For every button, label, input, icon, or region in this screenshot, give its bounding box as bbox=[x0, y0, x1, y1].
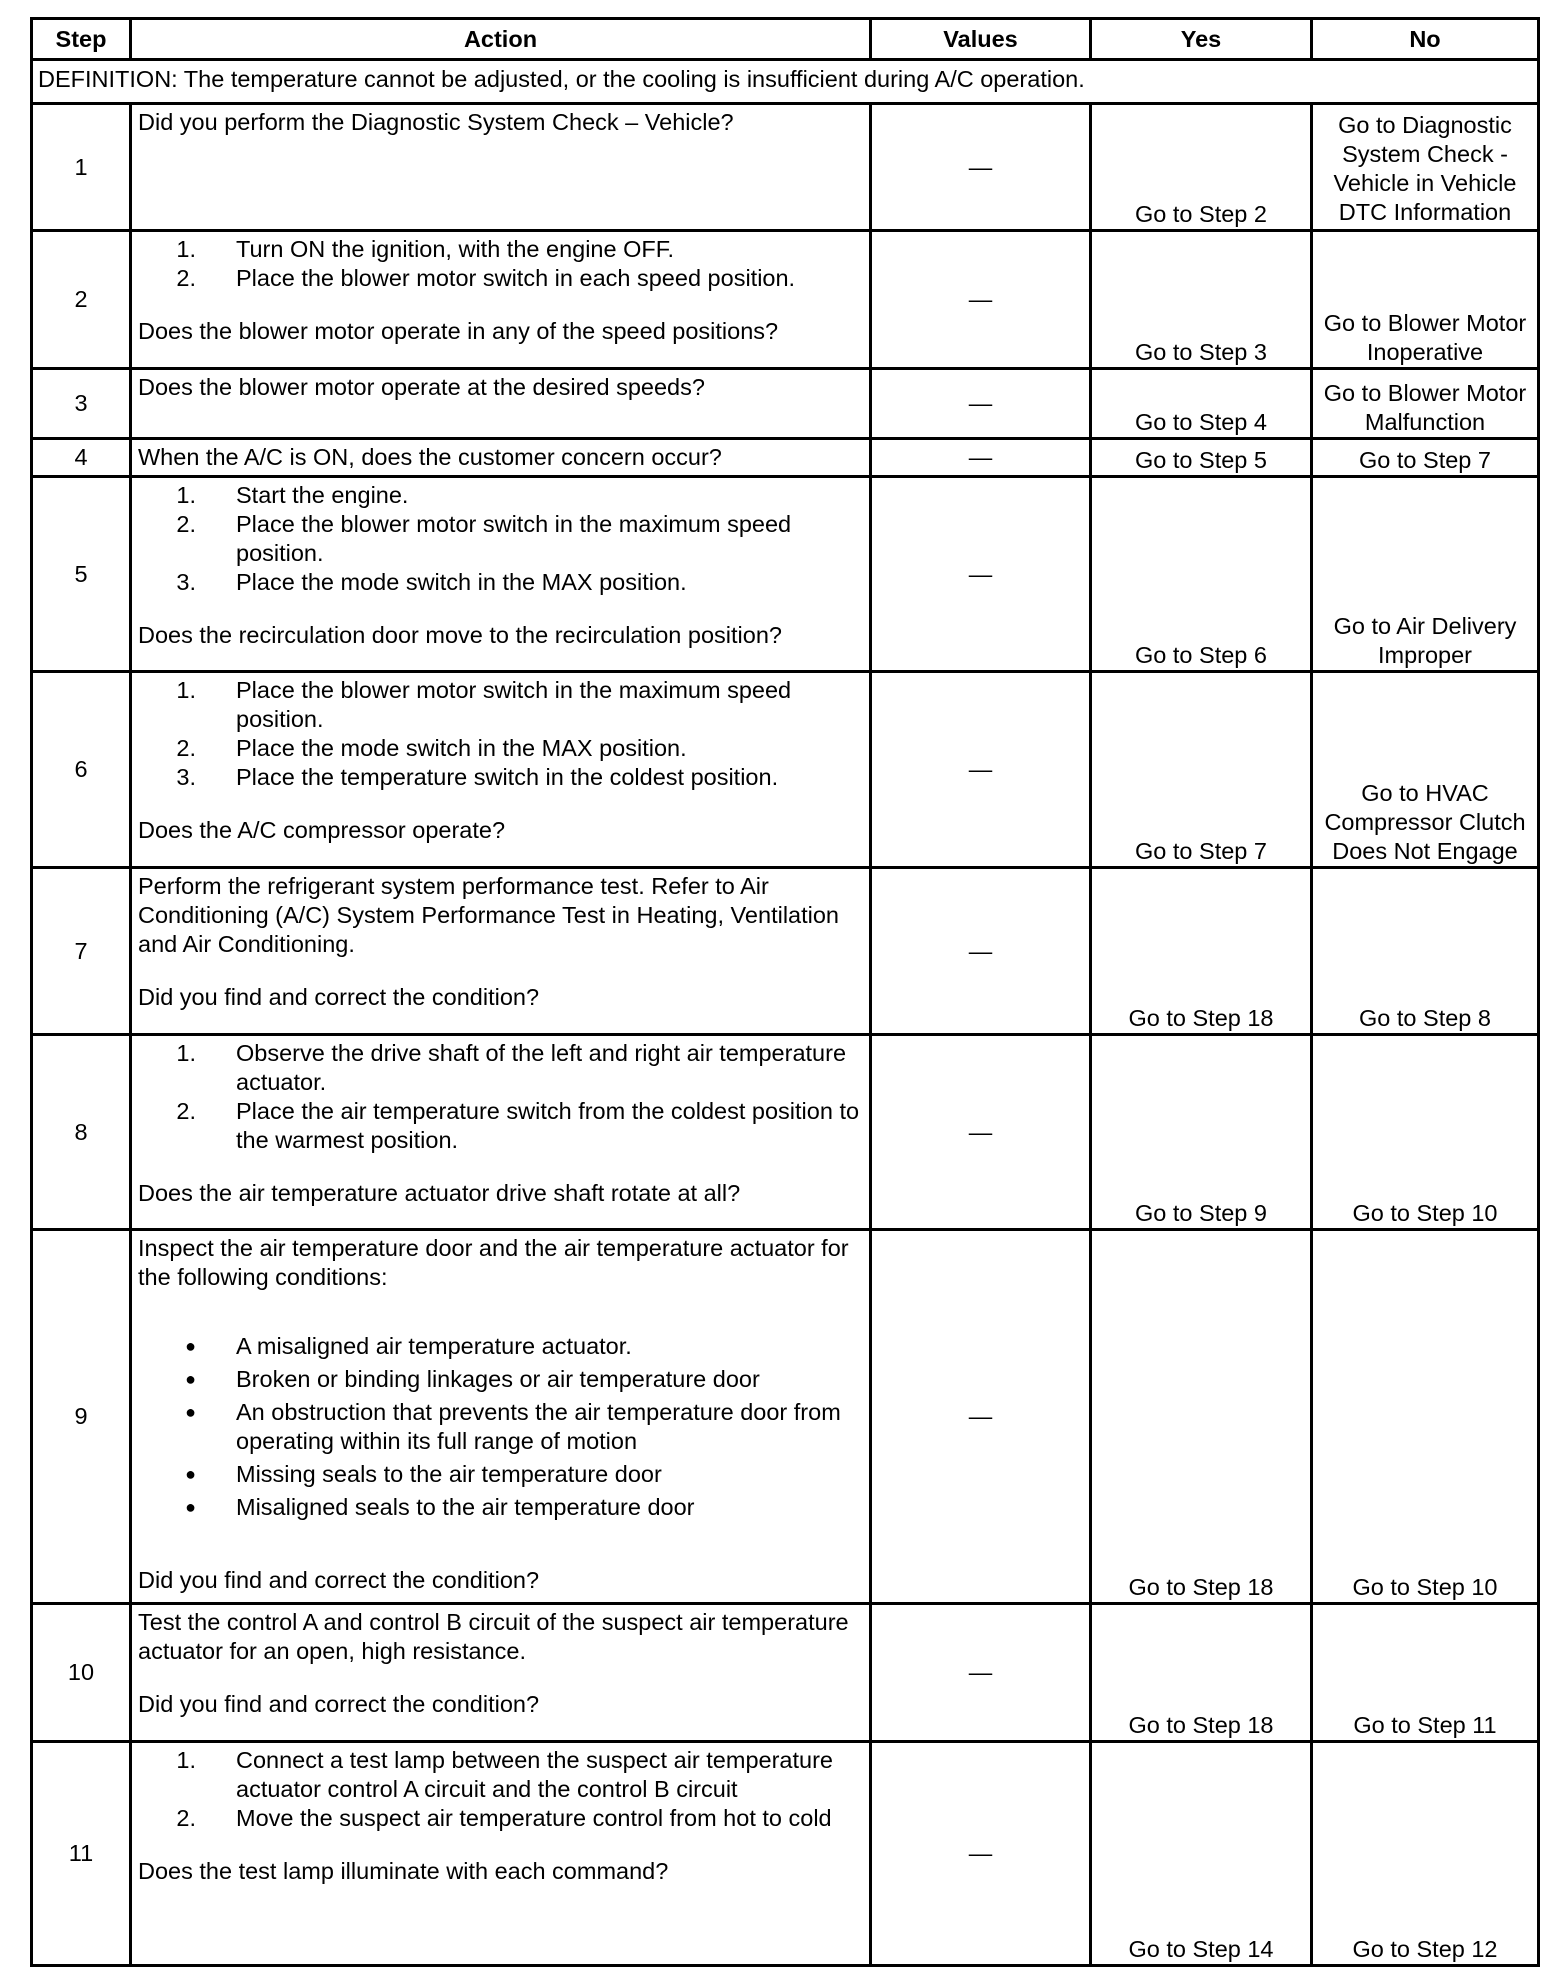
list-item: 3. Place the mode switch in the MAX position. bbox=[176, 569, 687, 595]
table-row bbox=[32, 672, 1539, 868]
values-cell: — bbox=[871, 1230, 1091, 1604]
step-number: 4 bbox=[32, 439, 131, 477]
action-question: Does the test lamp illuminate with each command? bbox=[138, 1858, 669, 1884]
values-cell: — bbox=[871, 231, 1091, 369]
values-cell: — bbox=[871, 369, 1091, 439]
action-cell bbox=[131, 1230, 871, 1604]
yes-cell: Go to Step 6 bbox=[1091, 477, 1312, 672]
yes-cell: Go to Step 5 bbox=[1091, 439, 1312, 477]
no-cell: Go to Blower Motor Inoperative bbox=[1312, 231, 1539, 369]
action-cell bbox=[131, 1604, 871, 1742]
yes-cell: Go to Step 4 bbox=[1091, 369, 1312, 439]
list-item: ● Missing seals to the air temperature door bbox=[185, 1461, 662, 1487]
action-intro: Perform the refrigerant system performance test. Refer to Air Conditioning (A/C) System Performance Test in Heating, Ventilation and Air Conditioning. bbox=[138, 873, 839, 957]
values-cell: — bbox=[871, 1604, 1091, 1742]
header-step: Step bbox=[32, 19, 131, 60]
action-question: Did you perform the Diagnostic System Check – Vehicle? bbox=[138, 109, 734, 135]
list-item: ● A misaligned air temperature actuator. bbox=[185, 1333, 632, 1359]
header-action: Action bbox=[131, 19, 871, 60]
action-question: Did you find and correct the condition? bbox=[138, 1567, 540, 1593]
header-no: No bbox=[1312, 19, 1539, 60]
table-row bbox=[32, 1742, 1539, 1966]
yes-cell: Go to Step 18 bbox=[1091, 868, 1312, 1035]
table-row bbox=[32, 369, 1539, 439]
action-question: Does the A/C compressor operate? bbox=[138, 817, 506, 843]
step-number: 2 bbox=[32, 231, 131, 369]
action-cell bbox=[131, 868, 871, 1035]
action-intro: Test the control A and control B circuit of the suspect air temperature actuator for an open, high resistance. bbox=[138, 1609, 849, 1664]
no-cell: Go to Step 10 bbox=[1312, 1230, 1539, 1604]
header-yes: Yes bbox=[1091, 19, 1312, 60]
values-cell: — bbox=[871, 1742, 1091, 1966]
yes-cell: Go to Step 18 bbox=[1091, 1230, 1312, 1604]
list-item: 2. Move the suspect air temperature control from hot to cold bbox=[176, 1805, 832, 1831]
step-number: 10 bbox=[32, 1604, 131, 1742]
action-question: Did you find and correct the condition? bbox=[138, 984, 540, 1010]
list-item: 3. Place the temperature switch in the coldest position. bbox=[176, 764, 779, 790]
action-question: Did you find and correct the condition? bbox=[138, 1691, 540, 1717]
no-cell: Go to Step 8 bbox=[1312, 868, 1539, 1035]
action-intro: Inspect the air temperature door and the air temperature actuator for the following conditions: bbox=[138, 1235, 849, 1290]
action-cell bbox=[131, 369, 871, 439]
values-cell: — bbox=[871, 439, 1091, 477]
step-number: 1 bbox=[32, 104, 131, 231]
values-cell: — bbox=[871, 104, 1091, 231]
definition-text: DEFINITION: The temperature cannot be adjusted, or the cooling is insufficient during A/C operation. bbox=[32, 60, 1539, 104]
action-cell bbox=[131, 231, 871, 369]
action-cell bbox=[131, 672, 871, 868]
action-cell bbox=[131, 1742, 871, 1966]
list-item: 1. Connect a test lamp between the suspect air temperature actuator control A circuit and the control B circuit bbox=[176, 1747, 833, 1802]
action-question: Does the blower motor operate in any of the speed positions? bbox=[138, 318, 779, 344]
action-question: Does the recirculation door move to the recirculation position? bbox=[138, 622, 782, 648]
action-steps bbox=[138, 1746, 863, 1833]
action-cell bbox=[131, 439, 871, 477]
step-number: 8 bbox=[32, 1035, 131, 1230]
yes-cell: Go to Step 2 bbox=[1091, 104, 1312, 231]
values-cell: — bbox=[871, 672, 1091, 868]
list-item: 1. Start the engine. bbox=[176, 482, 409, 508]
definition-row bbox=[32, 60, 1539, 104]
yes-cell: Go to Step 7 bbox=[1091, 672, 1312, 868]
step-number: 6 bbox=[32, 672, 131, 868]
step-number: 5 bbox=[32, 477, 131, 672]
action-question: When the A/C is ON, does the customer concern occur? bbox=[138, 444, 722, 470]
action-cell bbox=[131, 477, 871, 672]
no-cell: Go to Diagnostic System Check - Vehicle in Vehicle DTC Information bbox=[1312, 104, 1539, 231]
step-number: 11 bbox=[32, 1742, 131, 1966]
action-cell bbox=[131, 1035, 871, 1230]
list-item: ● Broken or binding linkages or air temperature door bbox=[185, 1366, 760, 1392]
step-number: 9 bbox=[32, 1230, 131, 1604]
no-cell: Go to Step 12 bbox=[1312, 1742, 1539, 1966]
yes-cell: Go to Step 3 bbox=[1091, 231, 1312, 369]
no-cell: Go to Air Delivery Improper bbox=[1312, 477, 1539, 672]
action-steps bbox=[138, 676, 863, 792]
action-steps bbox=[138, 1039, 863, 1155]
list-item: 2. Place the mode switch in the MAX position. bbox=[176, 735, 687, 761]
list-item: 1. Place the blower motor switch in the maximum speed position. bbox=[176, 677, 792, 732]
list-item: ● Misaligned seals to the air temperature door bbox=[185, 1494, 695, 1520]
list-item: 1. Observe the drive shaft of the left and right air temperature actuator. bbox=[176, 1040, 847, 1095]
condition-list bbox=[138, 1332, 863, 1522]
list-item: ● An obstruction that prevents the air temperature door from operating within its full range of motion bbox=[185, 1399, 841, 1454]
table-row bbox=[32, 1604, 1539, 1742]
no-cell: Go to Step 11 bbox=[1312, 1604, 1539, 1742]
header-row bbox=[32, 19, 1539, 60]
table-row bbox=[32, 1035, 1539, 1230]
values-cell: — bbox=[871, 1035, 1091, 1230]
values-cell: — bbox=[871, 868, 1091, 1035]
list-item: 2. Place the blower motor switch in each speed position. bbox=[176, 265, 796, 291]
no-cell: Go to HVAC Compressor Clutch Does Not Engage bbox=[1312, 672, 1539, 868]
table-row bbox=[32, 231, 1539, 369]
table-row bbox=[32, 439, 1539, 477]
table-row bbox=[32, 104, 1539, 231]
step-number: 7 bbox=[32, 868, 131, 1035]
diagnostic-table-container bbox=[30, 17, 1540, 1967]
list-item: 1. Turn ON the ignition, with the engine OFF. bbox=[176, 236, 675, 262]
header-values: Values bbox=[871, 19, 1091, 60]
values-cell: — bbox=[871, 477, 1091, 672]
diagnostic-table bbox=[30, 17, 1540, 1967]
step-number: 3 bbox=[32, 369, 131, 439]
no-cell: Go to Blower Motor Malfunction bbox=[1312, 369, 1539, 439]
no-cell: Go to Step 7 bbox=[1312, 439, 1539, 477]
action-steps bbox=[138, 235, 863, 293]
yes-cell: Go to Step 14 bbox=[1091, 1742, 1312, 1966]
yes-cell: Go to Step 9 bbox=[1091, 1035, 1312, 1230]
list-item: 2. Place the blower motor switch in the maximum speed position. bbox=[176, 511, 792, 566]
action-steps bbox=[138, 481, 863, 597]
action-question: Does the air temperature actuator drive shaft rotate at all? bbox=[138, 1180, 741, 1206]
action-question: Does the blower motor operate at the desired speeds? bbox=[138, 374, 705, 400]
yes-cell: Go to Step 18 bbox=[1091, 1604, 1312, 1742]
list-item: 2. Place the air temperature switch from the coldest position to the warmest position. bbox=[176, 1098, 860, 1153]
table-row bbox=[32, 1230, 1539, 1604]
action-cell bbox=[131, 104, 871, 231]
table-row bbox=[32, 477, 1539, 672]
no-cell: Go to Step 10 bbox=[1312, 1035, 1539, 1230]
table-row bbox=[32, 868, 1539, 1035]
